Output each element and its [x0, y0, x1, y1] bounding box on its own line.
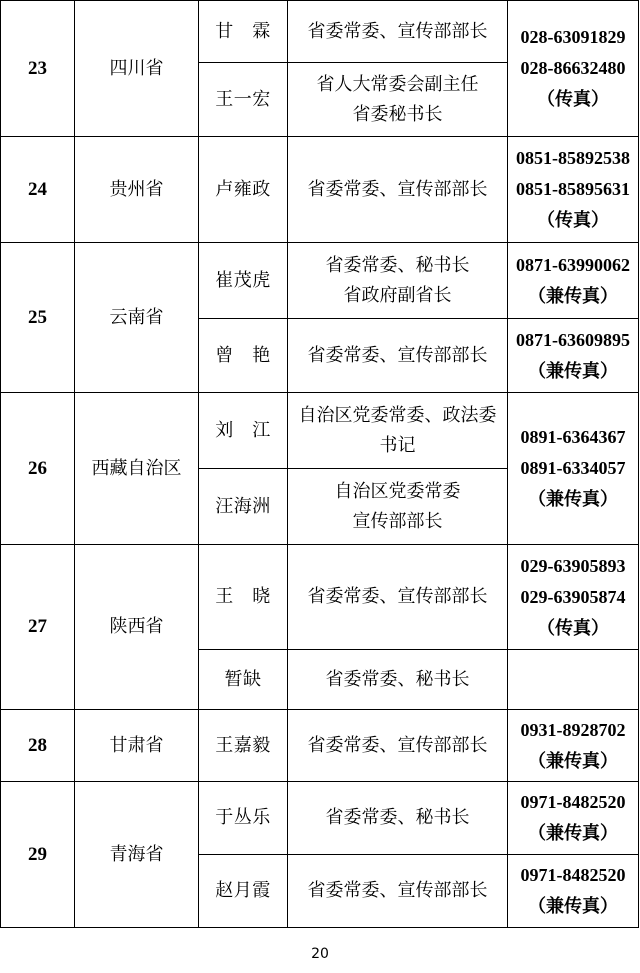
person-title: 省人大常委会副主任 省委秘书长: [288, 63, 508, 137]
phone-cell: [508, 650, 639, 710]
person-name: 王一宏: [199, 63, 288, 137]
phone-cell: 029-63905893 029-63905874 （传真）: [508, 545, 639, 650]
person-title: 省委常委、宣传部部长: [288, 545, 508, 650]
person-name: 甘 霖: [199, 1, 288, 63]
page-number: 20: [311, 946, 329, 962]
person-title: 自治区党委常委、政法委 书记: [288, 393, 508, 469]
table-row: [1, 393, 639, 469]
person-title: 省委常委、秘书长: [288, 782, 508, 855]
phone-cell: 0871-63990062 （兼传真）: [508, 243, 639, 319]
person-name: 崔茂虎: [199, 243, 288, 319]
table-row: [1, 545, 639, 650]
row-number: 29: [1, 782, 75, 928]
person-title: 省委常委、宣传部部长: [288, 137, 508, 243]
table-row: [1, 243, 639, 319]
person-title: 省委常委、宣传部部长: [288, 710, 508, 782]
person-name: 于丛乐: [199, 782, 288, 855]
province-cell: 青海省: [75, 782, 199, 928]
province-cell: 云南省: [75, 243, 199, 393]
person-title: 省委常委、宣传部部长: [288, 319, 508, 393]
person-title: 省委常委、宣传部部长: [288, 1, 508, 63]
phone-cell: 0871-63609895 （兼传真）: [508, 319, 639, 393]
province-cell: 陕西省: [75, 545, 199, 710]
phone-cell: 028-63091829 028-86632480 （传真）: [508, 1, 639, 137]
table-row: [1, 782, 639, 855]
person-name: 王嘉毅: [199, 710, 288, 782]
province-cell: 贵州省: [75, 137, 199, 243]
person-name: 刘 江: [199, 393, 288, 469]
phone-cell: 0971-8482520 （兼传真）: [508, 782, 639, 855]
row-number: 23: [1, 1, 75, 137]
phone-cell: 0971-8482520 （兼传真）: [508, 855, 639, 928]
person-name: 卢雍政: [199, 137, 288, 243]
phone-cell: 0931-8928702 （兼传真）: [508, 710, 639, 782]
person-title: 自治区党委常委 宣传部部长: [288, 469, 508, 545]
person-title: 省委常委、宣传部部长: [288, 855, 508, 928]
row-number: 28: [1, 710, 75, 782]
table-row: [1, 710, 639, 782]
phone-cell: 0851-85892538 0851-85895631 （传真）: [508, 137, 639, 243]
table-row: [1, 137, 639, 243]
person-name: 王 晓: [199, 545, 288, 650]
province-cell: 四川省: [75, 1, 199, 137]
row-number: 26: [1, 393, 75, 545]
person-name: 赵月霞: [199, 855, 288, 928]
phone-cell: 0891-6364367 0891-6334057 （兼传真）: [508, 393, 639, 545]
person-name: 曾 艳: [199, 319, 288, 393]
person-title: 省委常委、秘书长 省政府副省长: [288, 243, 508, 319]
person-title: 省委常委、秘书长: [288, 650, 508, 710]
person-name: 汪海洲: [199, 469, 288, 545]
row-number: 25: [1, 243, 75, 393]
table-row: [1, 1, 639, 63]
person-name: 暂缺: [199, 650, 288, 710]
row-number: 27: [1, 545, 75, 710]
province-cell: 甘肃省: [75, 710, 199, 782]
province-cell: 西藏自治区: [75, 393, 199, 545]
row-number: 24: [1, 137, 75, 243]
